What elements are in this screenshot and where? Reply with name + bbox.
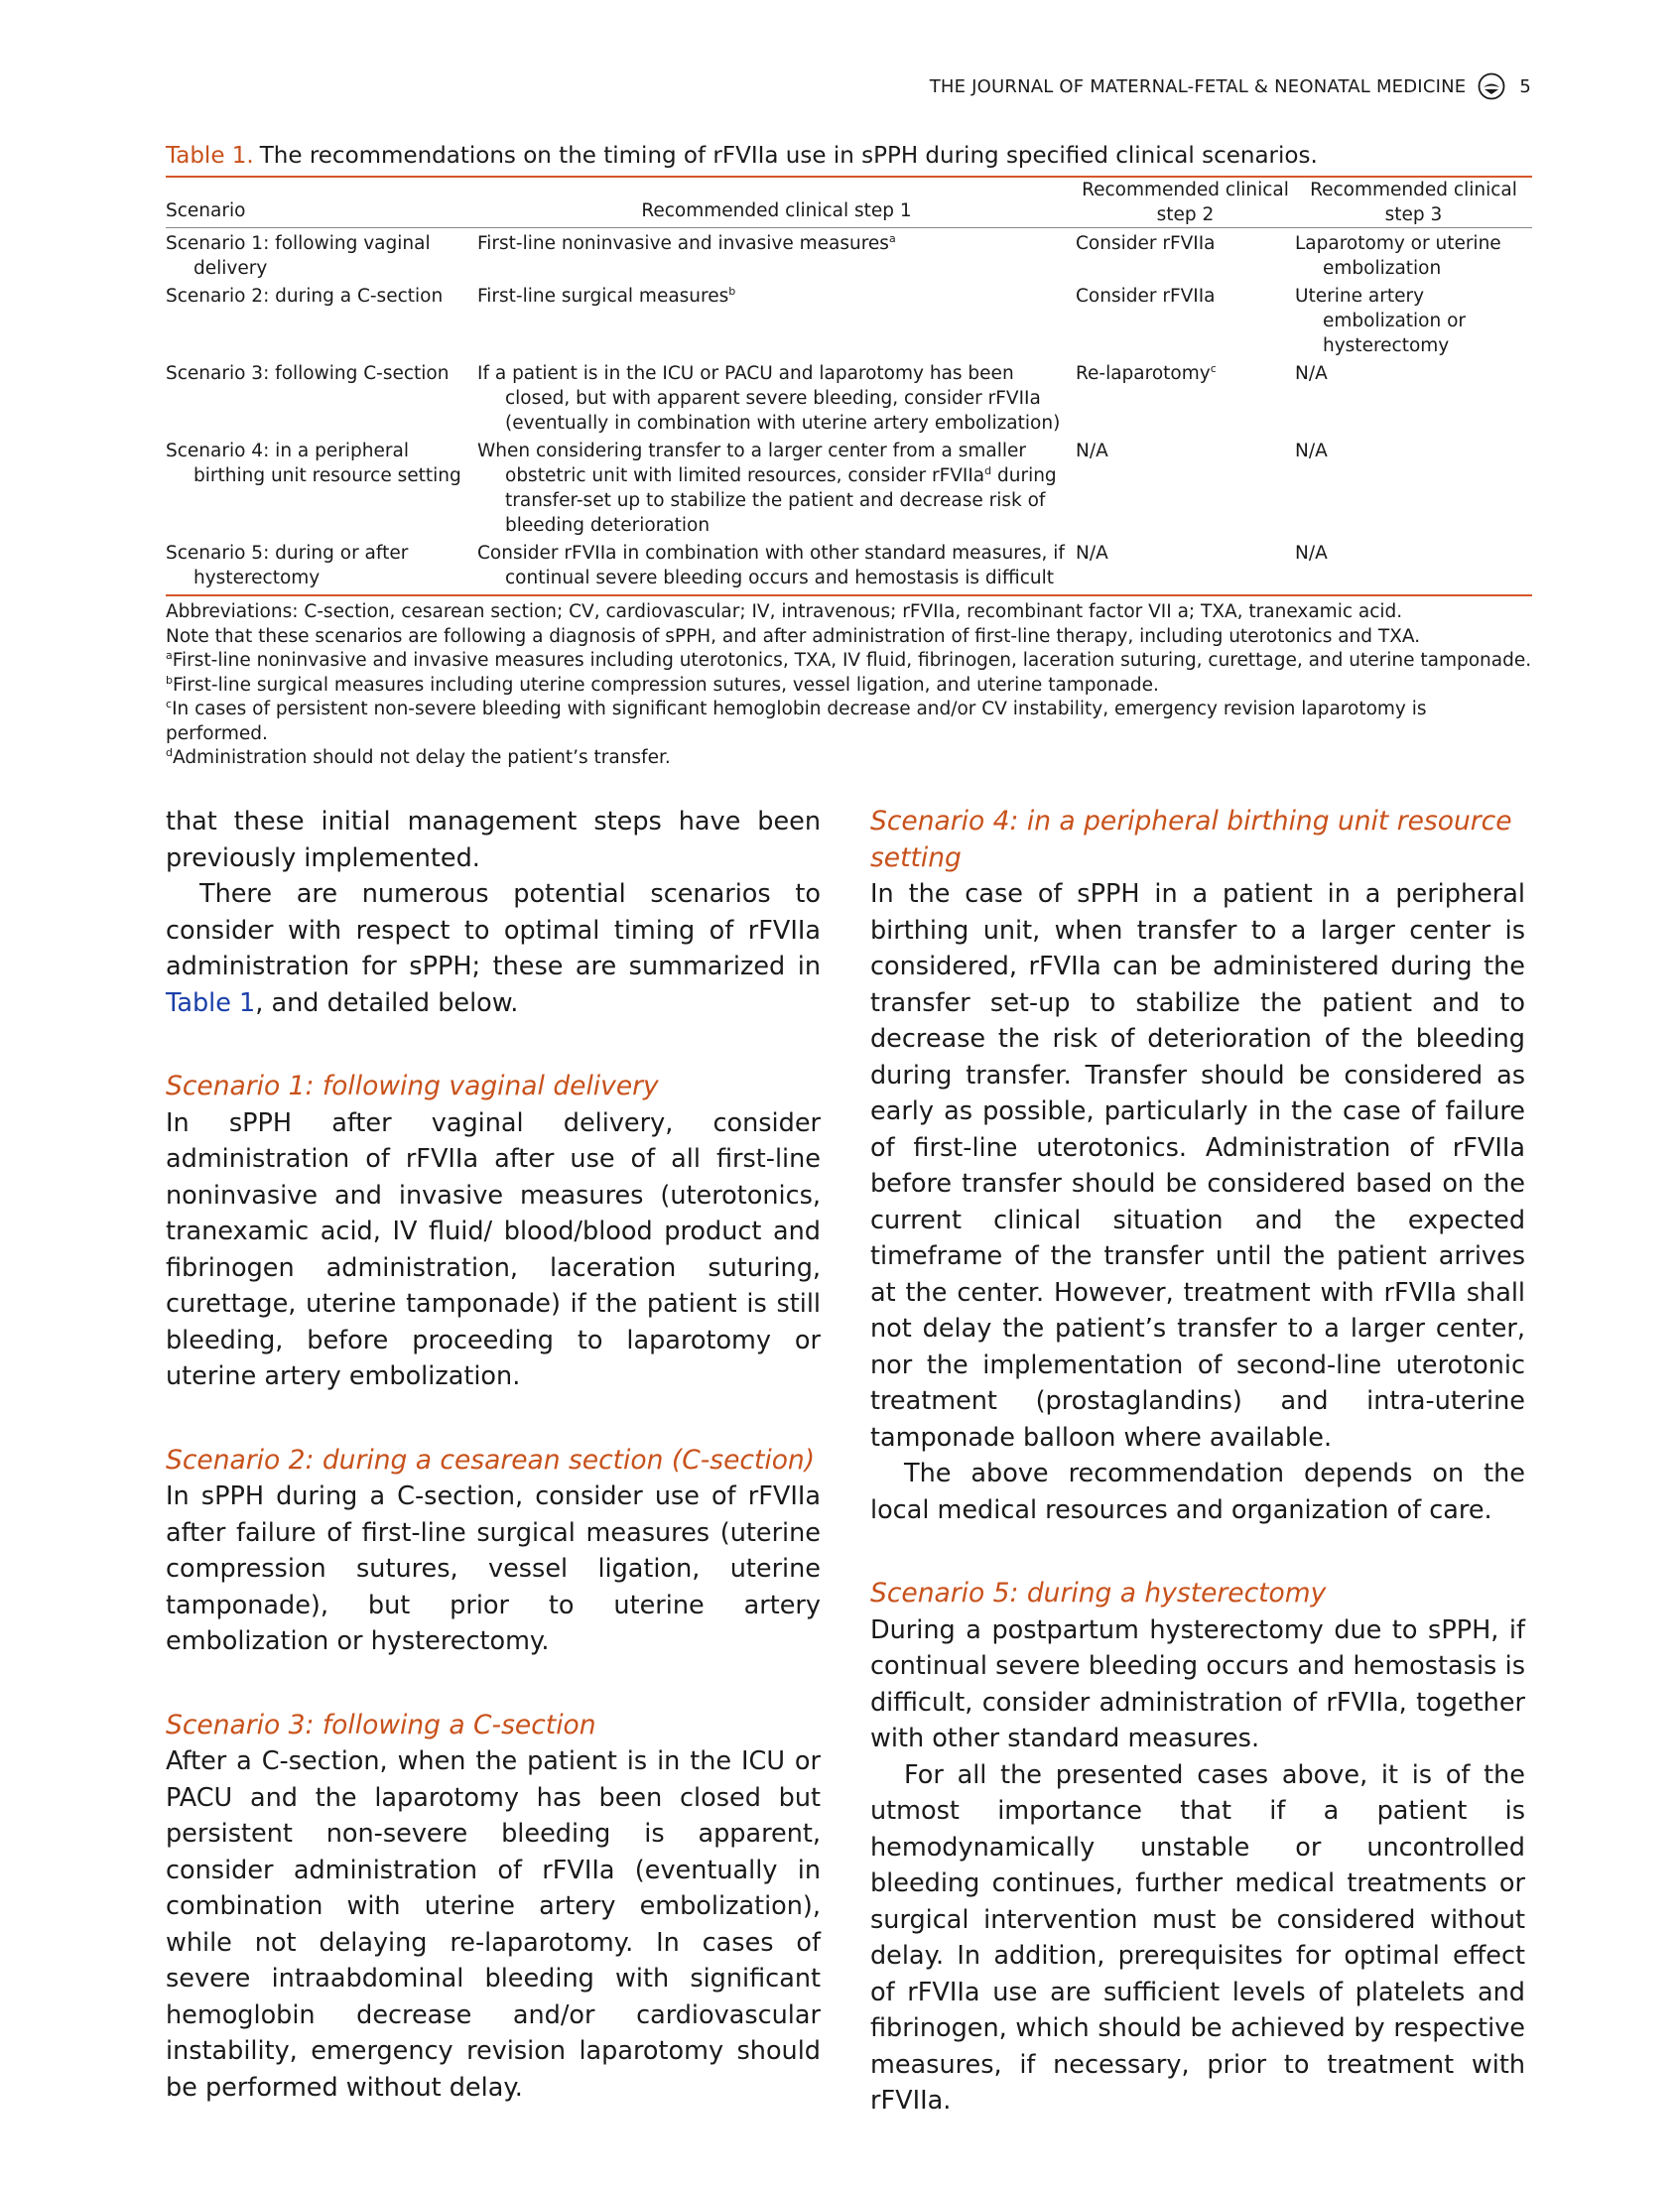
left-column xyxy=(166,804,821,2106)
section-heading-scenario-5: Scenario 5: during a hysterectomy xyxy=(870,1578,1327,1609)
cell-step3: N/A xyxy=(1295,363,1328,384)
cell-step3: N/A xyxy=(1295,543,1328,564)
section-heading-scenario-3: Scenario 3: following a C-section xyxy=(166,1709,596,1740)
recommendations-table xyxy=(166,178,1532,596)
footnote-marker: c xyxy=(1210,361,1217,375)
col-header-scenario: Scenario xyxy=(166,200,246,221)
section-heading-scenario-1: Scenario 1: following vaginal delivery xyxy=(166,1071,659,1101)
paragraph: The above recommendation depends on the local medical resources and organization of care. xyxy=(870,1459,1525,1525)
col-header-step3: Recommended clinical step 3 xyxy=(1310,180,1517,225)
footnote: $^b$First-line surgical measures including uterine compression sutures, vessel ligation, and uterine tamponade. xyxy=(166,673,1159,696)
table-header-row xyxy=(166,178,1532,228)
footnote: Abbreviations: C-section, cesarean section; CV, cardiovascular; IV, intravenous; rFVIIa, recombinant factor VII a; TXA, tranexamic acid. xyxy=(166,601,1403,622)
cell-step2: N/A xyxy=(1076,441,1108,461)
table-title: The recommendations on the timing of rFVIIa use in sPPH during specified clinical scenarios. xyxy=(259,143,1318,169)
footnote: $^a$First-line noninvasive and invasive measures including uterotonics, TXA, IV fluid, fibrinogen, laceration suturing, curettage, and uterine tamponade. xyxy=(166,648,1532,671)
table-row xyxy=(166,538,1532,595)
cell-scenario: Scenario 1: following vaginal delivery xyxy=(166,233,431,279)
cell-step1: Consider rFVIIa in combination with other standard measures, if continual severe bleeding occurs and hemostasis is difficult xyxy=(477,543,1065,588)
cell-step3: N/A xyxy=(1295,441,1328,461)
journal-logo-icon xyxy=(1478,72,1505,100)
footnote: Note that these scenarios are following a diagnosis of sPPH, and after administration of first-line therapy, including uterotonics and TXA. xyxy=(166,625,1421,647)
footnote-marker: a xyxy=(888,231,896,245)
table-label: Table 1. xyxy=(166,143,254,169)
journal-title: THE JOURNAL OF MATERNAL-FETAL & NEONATAL MEDICINE xyxy=(929,75,1467,97)
table-1-link[interactable]: Table 1 xyxy=(166,987,256,1018)
col-header-step1: Recommended clinical step 1 xyxy=(641,200,912,221)
section-heading-scenario-4: Scenario 4: in a peripheral birthing unit resource setting xyxy=(870,806,1512,873)
paragraph: In the case of sPPH in a patient in a peripheral birthing unit, when transfer to a larger center is considered, rFVIIa can be administered during the transfer set-up to stabilize the patient and to decrease the risk of deterioration of the bleeding during transfer. Transfer should be considered as early as possible, particularly in the case of failure of first-line uterotonics. Administration of rFVIIa before transfer should be considered based on the current clinical situation and the expected timeframe of the transfer until the patient arrives at the center. However, treatment with rFVIIa shall not delay the patient’s transfer to a larger center, nor the implementation of second-line uterotonic treatment (prostaglandins) and intra-uterine tamponade balloon where available. xyxy=(870,879,1525,1453)
table-1 xyxy=(166,140,1532,771)
cell-step1: When considering transfer to a larger center from a smaller obstetric unit with limited resources, consider rFVIIa$^d$ during transfer-set up to stabilize the patient and decrease risk of bleeding deterioration xyxy=(477,441,1057,536)
paragraph: During a postpartum hysterectomy due to sPPH, if continual severe bleeding occurs and hemostasis is difficult, consider administration of rFVIIa, together with other standard measures. xyxy=(870,1614,1525,1753)
paragraph: In sPPH during a C-section, consider use of rFVIIa after failure of first-line surgical measures (uterine compression sutures, vessel ligation, uterine tamponade), but prior to uterine artery embolization or hysterectomy. xyxy=(166,1481,821,1656)
paragraph: For all the presented cases above, it is of the utmost importance that if a patient is hemodynamically unstable or uncontrolled bleeding continues, further medical treatments or surgical intervention must be considered without delay. In addition, prerequisites for optimal effect of rFVIIa use are sufficient levels of platelets and fibrinogen, which should be achieved by respective measures, if necessary, prior to treatment with rFVIIa. xyxy=(870,1759,1525,2116)
table-footnotes xyxy=(166,596,1532,771)
footnote-marker: b xyxy=(728,284,736,298)
table-row xyxy=(166,436,1532,538)
cell-step2: N/A xyxy=(1076,543,1108,564)
paragraph: There are numerous potential scenarios to consider with respect to optimal timing of rFVIIa administration for sPPH; these are summarized in Table 1, and detailed below. xyxy=(166,879,821,1018)
cell-scenario: Scenario 4: in a peripheral birthing unit resource setting xyxy=(166,441,461,486)
paragraph: After a C-section, when the patient is in the ICU or PACU and the laparotomy has been closed but persistent non-severe bleeding is apparent, consider administration of rFVIIa (eventually in combination with uterine artery embolization), while not delaying re-laparotomy. In cases of severe intraabdominal bleeding with significant hemoglobin decrease and/or cardiovascular instability, emergency revision laparotomy should be performed without delay. xyxy=(166,1746,821,2103)
cell-step3: Laparotomy or uterine embolization xyxy=(1295,233,1501,279)
cell-scenario: Scenario 3: following C-section xyxy=(166,363,450,384)
cell-step1: First-line noninvasive and invasive measures$^a$ xyxy=(477,231,896,254)
cell-step1: If a patient is in the ICU or PACU and laparotomy has been closed, but with apparent severe bleeding, consider rFVIIa (eventually in combination with uterine artery embolization) xyxy=(477,363,1061,434)
table-row xyxy=(166,358,1532,436)
table-row xyxy=(166,228,1532,282)
footnote: $^c$In cases of persistent non-severe bleeding with significant hemoglobin decrease and/or CV instability, emergency revision laparotomy is performed. xyxy=(166,697,1427,744)
cell-step2: Re-laparotomy$^c$ xyxy=(1076,361,1217,384)
running-header xyxy=(930,71,1531,101)
cell-step2: Consider rFVIIa xyxy=(1076,286,1216,307)
col-header-step2: Recommended clinical step 2 xyxy=(1082,180,1289,225)
table-row xyxy=(166,281,1532,358)
section-heading-scenario-2: Scenario 2: during a cesarean section (C-section) xyxy=(166,1444,816,1476)
paragraph: In sPPH after vaginal delivery, consider administration of rFVIIa after use of all first-line noninvasive and invasive measures (uterotonics, tranexamic acid, IV fluid/ blood/blood product and fibrinogen administration, laceration suturing, curettage, uterine tamponade) if the patient is still bleeding, before proceeding to laparotomy or uterine artery embolization. xyxy=(166,1107,821,1391)
cell-scenario: Scenario 2: during a C-section xyxy=(166,286,444,307)
cell-step1: First-line surgical measures$^b$ xyxy=(477,284,736,307)
cell-step3: Uterine artery embolization or hysterectomy xyxy=(1295,286,1467,356)
page-number: 5 xyxy=(1519,75,1531,97)
right-column xyxy=(870,804,1525,2120)
table-caption xyxy=(166,140,1532,172)
footnote-marker: d xyxy=(984,463,992,477)
footnote: $^d$Administration should not delay the patient’s transfer. xyxy=(166,745,671,768)
cell-scenario: Scenario 5: during or after hysterectomy xyxy=(166,543,409,588)
paragraph: that these initial management steps have been previously implemented. xyxy=(166,807,821,873)
cell-step2: Consider rFVIIa xyxy=(1076,233,1216,254)
